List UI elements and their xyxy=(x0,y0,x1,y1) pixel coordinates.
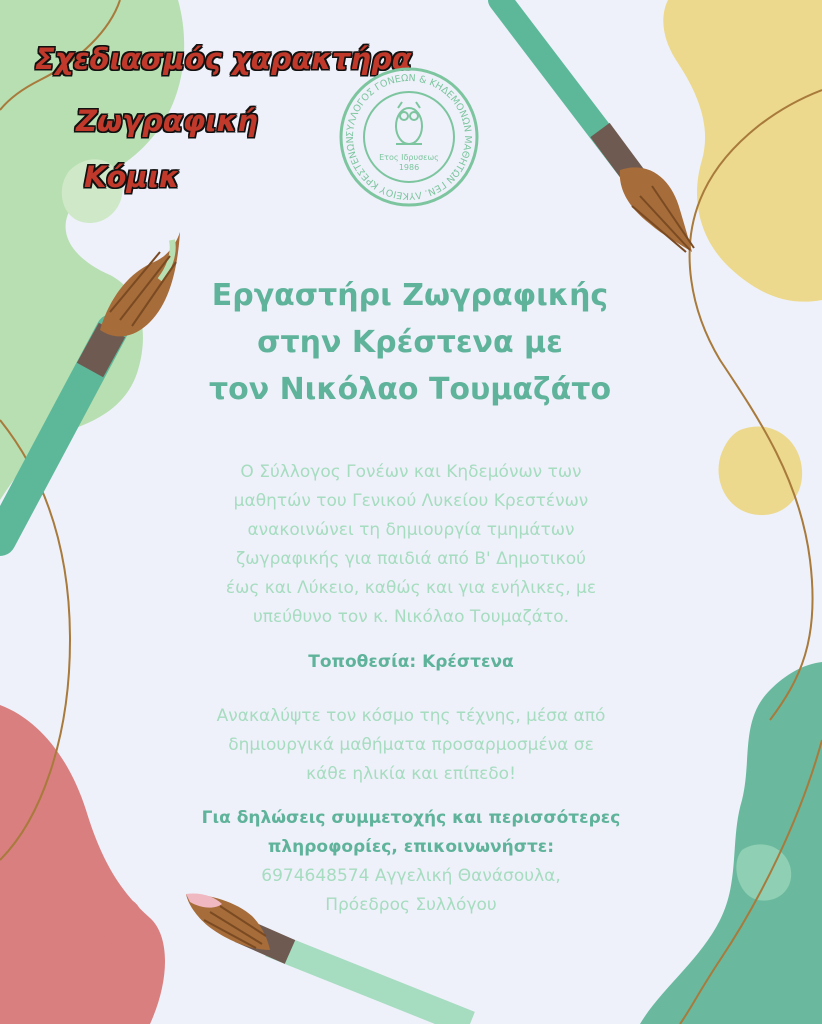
contact-heading-line: πληροφορίες, επικοινωνήστε: xyxy=(267,837,555,857)
overlay-caption-character-design: Σχεδιασμός χαρακτήρα xyxy=(35,42,412,76)
overlay-caption-comic: Κόμικ xyxy=(84,160,180,194)
intro-line: έως και Λύκειο, καθώς και για ενήλικες, με xyxy=(225,578,597,598)
contact-paragraph xyxy=(180,804,642,920)
owl-icon xyxy=(396,102,422,144)
intro-paragraph xyxy=(180,458,642,632)
discover-line: κάθε ηλικία και επίπεδο! xyxy=(306,764,516,784)
logo-founded-label: Ετος Ιδρυσεως xyxy=(379,153,439,162)
location-paragraph xyxy=(180,648,642,677)
contact-heading-line: Για δηλώσεις συμμετοχής και περισσότερες xyxy=(201,808,621,828)
yellow-paint-dot xyxy=(719,426,803,515)
intro-line: ανακοινώνει τη δημιουργία τμημάτων xyxy=(247,520,575,540)
intro-line: ζωγραφικής για παιδιά από Β' Δημοτικού xyxy=(236,549,586,569)
title-line: στην Κρέστενα με xyxy=(257,325,563,360)
yellow-paint-blob xyxy=(663,0,822,302)
association-logo xyxy=(338,64,480,210)
intro-line: Ο Σύλλογος Γονέων και Κηδεμόνων των xyxy=(240,462,582,482)
overlay-caption-painting: Ζωγραφική xyxy=(76,104,258,138)
discover-line: δημιουργικά μαθήματα προσαρμοσμένα σε xyxy=(228,735,594,755)
title-line: Εργαστήρι Ζωγραφικής xyxy=(211,278,609,313)
title-line: τον Νικόλαο Τουμαζάτο xyxy=(208,372,612,407)
teal-paint-blob xyxy=(640,662,822,1024)
discover-paragraph xyxy=(180,702,642,789)
pink-paint-blob xyxy=(0,705,165,1024)
logo-founded-year: 1986 xyxy=(398,163,420,172)
contact-phone-line: 6974648574 Αγγελική Θανάσουλα, xyxy=(261,866,561,886)
intro-line: υπεύθυνο τον κ. Νικόλαο Τουμαζάτο. xyxy=(252,607,570,627)
page-title xyxy=(170,272,650,413)
intro-line: μαθητών του Γενικού Λυκείου Κρεστένων xyxy=(233,491,589,511)
contact-role-line: Πρόεδρος Συλλόγου xyxy=(325,895,497,915)
logo-ring-text: ΣΥΛΛΟΓΟΣ ΓΟΝΕΩΝ & ΚΗΔΕΜΟΝΩΝ ΜΑΘΗΤΩΝ ΓΕΝ. ΛΥΚΕΙΟΥ ΚΡΕΣΤΕΝΩΝ xyxy=(344,72,474,202)
discover-line: Ανακαλύψτε τον κόσμο της τέχνης, μέσα από xyxy=(216,706,606,726)
location-line: Τοποθεσία: Κρέστενα xyxy=(308,652,514,672)
pink-paint-dot xyxy=(99,897,142,945)
paintbrush-icon xyxy=(500,0,694,252)
